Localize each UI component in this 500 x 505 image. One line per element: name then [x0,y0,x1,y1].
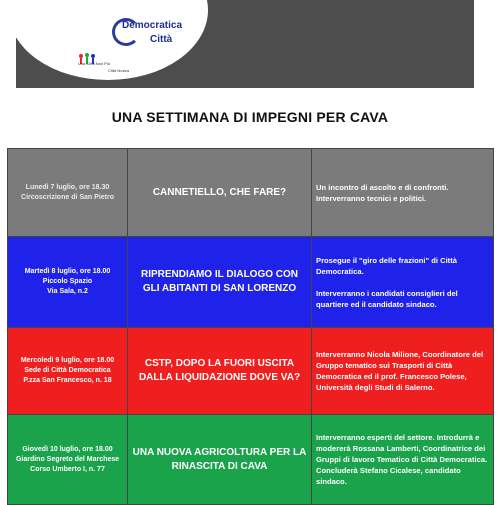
event-detail: Interverranno Nicola Milione, Coordinatore del Gruppo tematico sui Trasporti di Città Democratica ed il prof. Francesco Polese, Università degli Studi di Salerno. [316,350,484,392]
event-date: Lunedì 7 luglio, ore 18.30 [25,183,110,191]
event-details-cell [312,149,494,237]
logo-text-line2: Città [150,34,173,45]
table-row [8,415,494,505]
event-topic: RIPRENDIAMO IL DIALOGO CON GLI ABITANTI DI SAN LORENZO [128,237,312,328]
event-details-cell [312,328,494,415]
table-row [8,149,494,237]
table-row [8,237,494,328]
event-date: Martedì 8 luglio, ore 18.00 [24,268,111,275]
event-topic: UNA NUOVA AGRICOLTURA PER LA RINASCITA DI CAVA [128,415,312,505]
logo-text-line1: Democratica [122,20,183,31]
page-title: UNA SETTIMANA DI IMPEGNI PER CAVA [111,109,389,125]
event-topic: CSTP, DOPO LA FUORI USCITA DALLA LIQUIDAZIONE DOVE VA? [128,328,312,415]
event-details-cell [312,415,494,505]
logo-tagline-1: Una Città Non Più [78,61,111,66]
people-figures-icon [76,50,116,70]
event-date: Giovedì 10 luglio, ore 18.00 [22,445,113,453]
event-place-line: Giardino Segreto del Marchese [15,455,120,463]
event-detail: Interverranno esperti del settore. Introdurrà e modererà Rossana Lamberti, Coordinatrice dei Gruppi di lavoro Tematico di Città Democratica. Concluderà Stefano Cicalese, candidato sindaco. [316,433,488,486]
logo-tagline-2: Città Nostra [108,68,130,73]
event-detail: Prosegue il "giro delle frazioni" di Città Democratica. [316,255,457,276]
event-place-line: P.zza San Francesco, n. 18 [23,377,112,384]
header-banner [16,0,474,88]
event-details-cell [312,237,494,328]
event-when-cell [8,328,128,415]
event-when-cell [8,415,128,505]
event-detail: Interverranno i candidati consiglieri del quartiere ed il candidato sindaco. [316,288,458,309]
events-table [7,148,494,505]
event-place-line: Circoscrizione di San Pietro [21,193,114,201]
logo [72,6,192,86]
event-when-cell [8,237,128,328]
event-detail: Un incontro di ascolto e di confronti. Interverranno tecnici e politici. [316,182,449,203]
event-place-line: Corso Umberto I, n. 77 [30,465,105,473]
event-topic: CANNETIELLO, CHE FARE? [128,149,312,237]
event-place-line: Sede di Città Democratica [24,367,111,374]
event-date: Mercoledì 9 luglio, ore 18.00 [20,357,115,364]
event-place-line: Via Sala, n.2 [47,288,88,295]
table-row [8,328,494,415]
event-place-line: Piccolo Spazio [42,278,93,285]
event-when-cell [8,149,128,237]
